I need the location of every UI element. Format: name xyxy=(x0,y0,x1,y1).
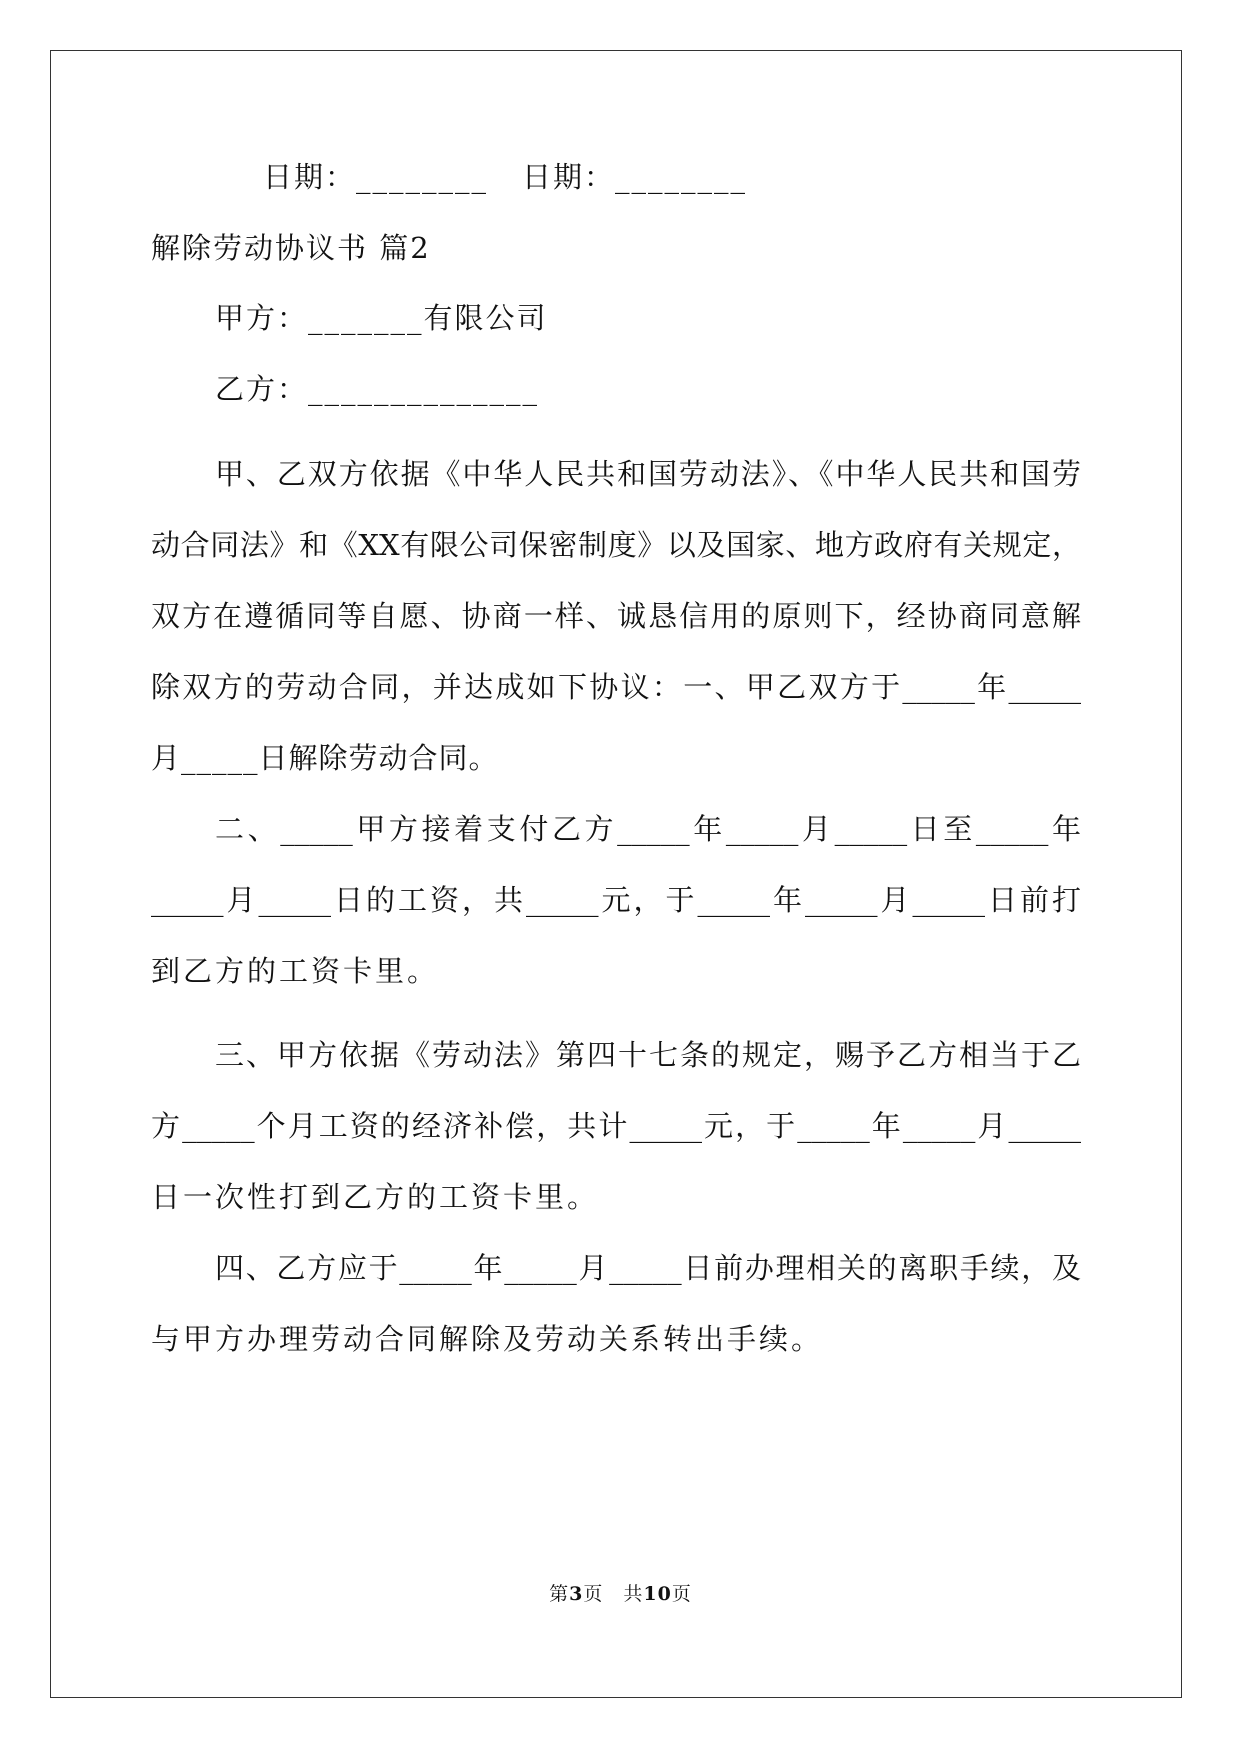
intro-line-5: 月_____日解除劳动合同。 xyxy=(151,741,499,775)
signature-date-first: 日期：________ xyxy=(263,160,489,194)
clause-4-line-2: 与甲方办理劳动合同解除及劳动关系转出手续。 xyxy=(151,1322,824,1356)
clause-2-line-2: _____月_____日的工资，共_____元，于_____年_____月_____日前打 xyxy=(151,883,1081,917)
party-b-line: 乙方：______________ xyxy=(215,372,540,406)
clause-3-line-1: 三、甲方依据《劳动法》第四十七条的规定，赐予乙方相当于乙 xyxy=(215,1038,1081,1072)
page-footer xyxy=(0,1580,1241,1608)
intro-line-3: 双方在遵循同等自愿、协商一样、诚恳信用的原则下，经协商同意解 xyxy=(151,599,1081,633)
intro-line-1: 甲、乙双方依据《中华人民共和国劳动法》、《中华人民共和国劳 xyxy=(215,457,1081,491)
signature-date-second: 日期：________ xyxy=(522,160,748,194)
section-title: 解除劳动协议书 篇2 xyxy=(151,231,431,265)
clause-3-line-2: 方_____个月工资的经济补偿，共计_____元，于_____年_____月_____ xyxy=(151,1109,1081,1143)
clause-4-line-1: 四、乙方应于_____年_____月_____日前办理相关的离职手续，及 xyxy=(215,1251,1081,1285)
footer-total-pages: 10 xyxy=(643,1583,672,1605)
footer-prefix: 第 xyxy=(549,1583,570,1605)
footer-page-number: 3 xyxy=(569,1583,584,1605)
clause-3-line-3: 日一次性打到乙方的工资卡里。 xyxy=(151,1180,600,1214)
clause-2-line-1: 二、_____甲方接着支付乙方_____年_____月_____日至_____年 xyxy=(215,812,1081,846)
party-a-line: 甲方：_______有限公司 xyxy=(215,301,548,335)
intro-line-4: 除双方的劳动合同，并达成如下协议：一、甲乙双方于_____年_____ xyxy=(151,670,1081,704)
clause-2-line-3: 到乙方的工资卡里。 xyxy=(151,954,440,988)
footer-total-prefix: 共 xyxy=(623,1583,644,1605)
footer-page-suffix: 页 xyxy=(583,1583,604,1605)
intro-line-2: 动合同法》和《XX有限公司保密制度》以及国家、地方政府有关规定， xyxy=(151,528,1081,562)
footer-total-suffix: 页 xyxy=(671,1583,692,1605)
signature-dates-line xyxy=(263,157,747,197)
